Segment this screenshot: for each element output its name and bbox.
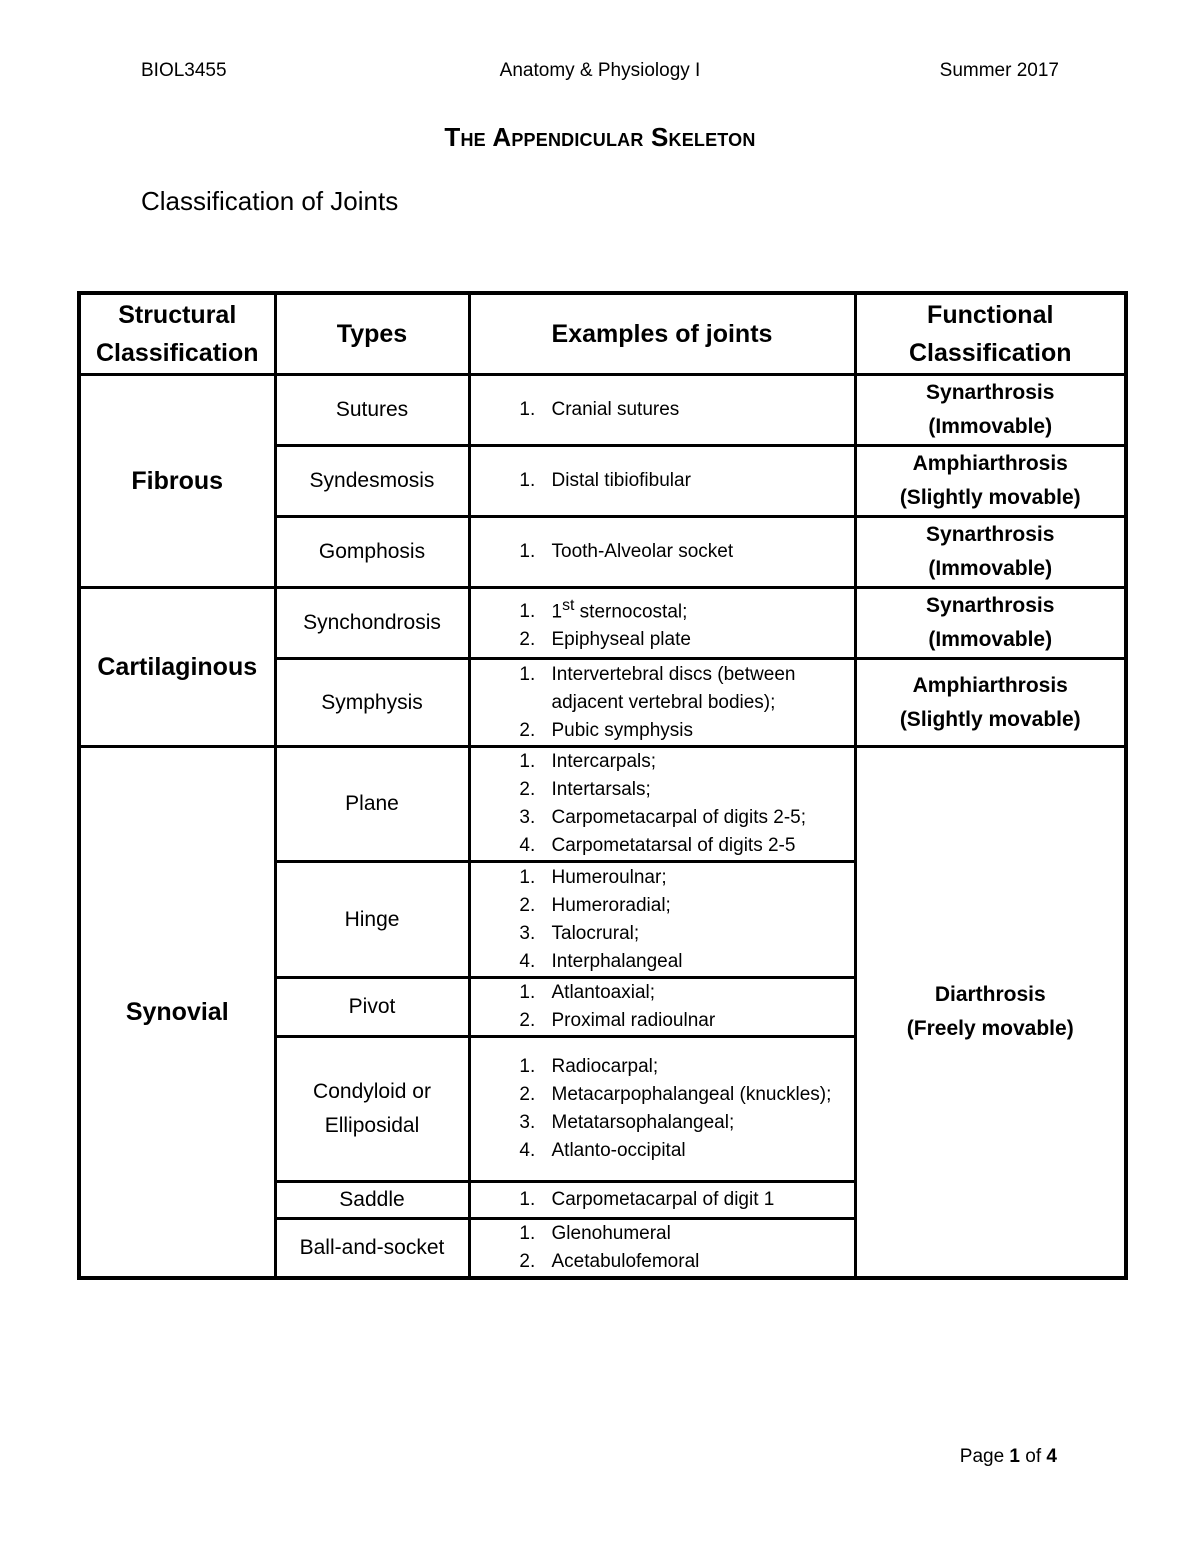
type-line: Elliposidal xyxy=(324,1114,420,1137)
list-item: 1. Humeroulnar; xyxy=(541,864,850,892)
page-indicator xyxy=(960,1446,1057,1468)
type-cell: Sutures xyxy=(275,375,469,446)
examples-cell xyxy=(469,517,855,588)
structural-synovial: Synovial xyxy=(79,747,275,1279)
type-cell: Symphysis xyxy=(275,659,469,747)
examples-cell xyxy=(469,446,855,517)
of-label: of xyxy=(1025,1446,1042,1467)
list-item: 2. Epiphyseal plate xyxy=(541,626,850,654)
list-item: 1. Atlantoaxial; xyxy=(541,979,850,1007)
list-item: 4. Interphalangeal xyxy=(541,948,850,976)
example-text: sternocostal; xyxy=(574,601,688,623)
type-cell: Synchondrosis xyxy=(275,588,469,659)
page-number: 1 xyxy=(1009,1446,1020,1467)
list-item: 2. Intertarsals; xyxy=(541,776,850,804)
list-item: 2. Humeroradial; xyxy=(541,892,850,920)
type-cell: Plane xyxy=(275,747,469,862)
functional-note: (Freely movable) xyxy=(906,1017,1074,1040)
type-cell: Syndesmosis xyxy=(275,446,469,517)
functional-cell xyxy=(855,375,1126,446)
functional-note: (Immovable) xyxy=(928,557,1053,580)
list-item: 1. Intervertebral discs (between adjacent vertebral bodies); xyxy=(541,661,850,717)
functional-name: Amphiarthrosis xyxy=(912,673,1068,697)
type-cell: Gomphosis xyxy=(275,517,469,588)
structural-cartilaginous: Cartilaginous xyxy=(79,588,275,747)
functional-cell xyxy=(855,446,1126,517)
list-item: 3. Talocrural; xyxy=(541,920,850,948)
list-item: 2. Metacarpophalangeal (knuckles); xyxy=(541,1081,850,1109)
list-item: 3. Metatarsophalangeal; xyxy=(541,1109,850,1137)
list-item: 1. Radiocarpal; xyxy=(541,1053,850,1081)
list-item: 1. Glenohumeral xyxy=(541,1220,850,1248)
functional-name: Synarthrosis xyxy=(926,594,1055,617)
type-cell: Saddle xyxy=(275,1182,469,1219)
header-structural: Structural Classification xyxy=(79,293,275,375)
type-cell xyxy=(275,1037,469,1182)
examples-cell xyxy=(469,978,855,1037)
list-item: 1. Carpometacarpal of digit 1 xyxy=(541,1186,850,1214)
list-item: 3. Carpometacarpal of digits 2-5; xyxy=(541,804,850,832)
list-item: 4. Atlanto-occipital xyxy=(541,1137,850,1165)
type-cell: Ball-and-socket xyxy=(275,1219,469,1279)
list-item: 2. Pubic symphysis xyxy=(541,717,850,745)
functional-cell xyxy=(855,588,1126,659)
list-item: 2. Proximal radioulnar xyxy=(541,1007,850,1035)
header-examples: Examples of joints xyxy=(469,293,855,375)
term: Summer 2017 xyxy=(939,60,1059,81)
examples-cell xyxy=(469,862,855,978)
document-title: The Appendicular Skeleton xyxy=(444,122,756,152)
functional-cell xyxy=(855,659,1126,747)
list-item: 1. Distal tibiofibular xyxy=(541,467,850,495)
list-item: 1. Tooth-Alveolar socket xyxy=(541,538,850,566)
list-item: 2. Acetabulofemoral xyxy=(541,1248,850,1276)
table-header-row xyxy=(79,293,1126,375)
examples-cell xyxy=(469,1219,855,1279)
functional-cell xyxy=(855,517,1126,588)
examples-cell xyxy=(469,747,855,862)
functional-note: (Slightly movable) xyxy=(899,486,1081,509)
type-cell: Hinge xyxy=(275,862,469,978)
joint-classification-table xyxy=(77,291,1128,1280)
section-subtitle: Classification of Joints xyxy=(141,186,399,216)
list-item: 1. Cranial sutures xyxy=(541,396,850,424)
header-functional: Functional Classification xyxy=(855,293,1126,375)
functional-note: (Immovable) xyxy=(928,415,1053,438)
list-item: 4. Carpometatarsal of digits 2-5 xyxy=(541,832,850,860)
table-row xyxy=(79,747,1126,862)
examples-cell xyxy=(469,659,855,747)
table-row xyxy=(79,588,1126,659)
structural-fibrous: Fibrous xyxy=(79,375,275,588)
page-total: 4 xyxy=(1046,1446,1057,1467)
header-types: Types xyxy=(275,293,469,375)
course-code: BIOL3455 xyxy=(141,60,227,81)
examples-cell xyxy=(469,375,855,446)
functional-note: (Slightly movable) xyxy=(899,707,1081,731)
ordinal-number: 1 xyxy=(551,601,563,623)
type-line: Condyloid or xyxy=(313,1080,431,1103)
examples-cell xyxy=(469,1037,855,1182)
functional-name: Amphiarthrosis xyxy=(912,452,1068,475)
list-item xyxy=(541,592,850,626)
functional-name: Synarthrosis xyxy=(926,523,1055,546)
examples-cell xyxy=(469,1182,855,1219)
type-cell: Pivot xyxy=(275,978,469,1037)
functional-name: Synarthrosis xyxy=(926,381,1055,404)
functional-note: (Immovable) xyxy=(928,628,1053,651)
examples-cell xyxy=(469,588,855,659)
course-name: Anatomy & Physiology I xyxy=(499,60,701,81)
table-row xyxy=(79,375,1126,446)
list-item: 1. Intercarpals; xyxy=(541,748,850,776)
functional-name: Diarthrosis xyxy=(934,983,1046,1006)
page-label: Page xyxy=(959,1446,1005,1467)
functional-synovial xyxy=(855,747,1126,1279)
ordinal-suffix: st xyxy=(562,596,575,614)
